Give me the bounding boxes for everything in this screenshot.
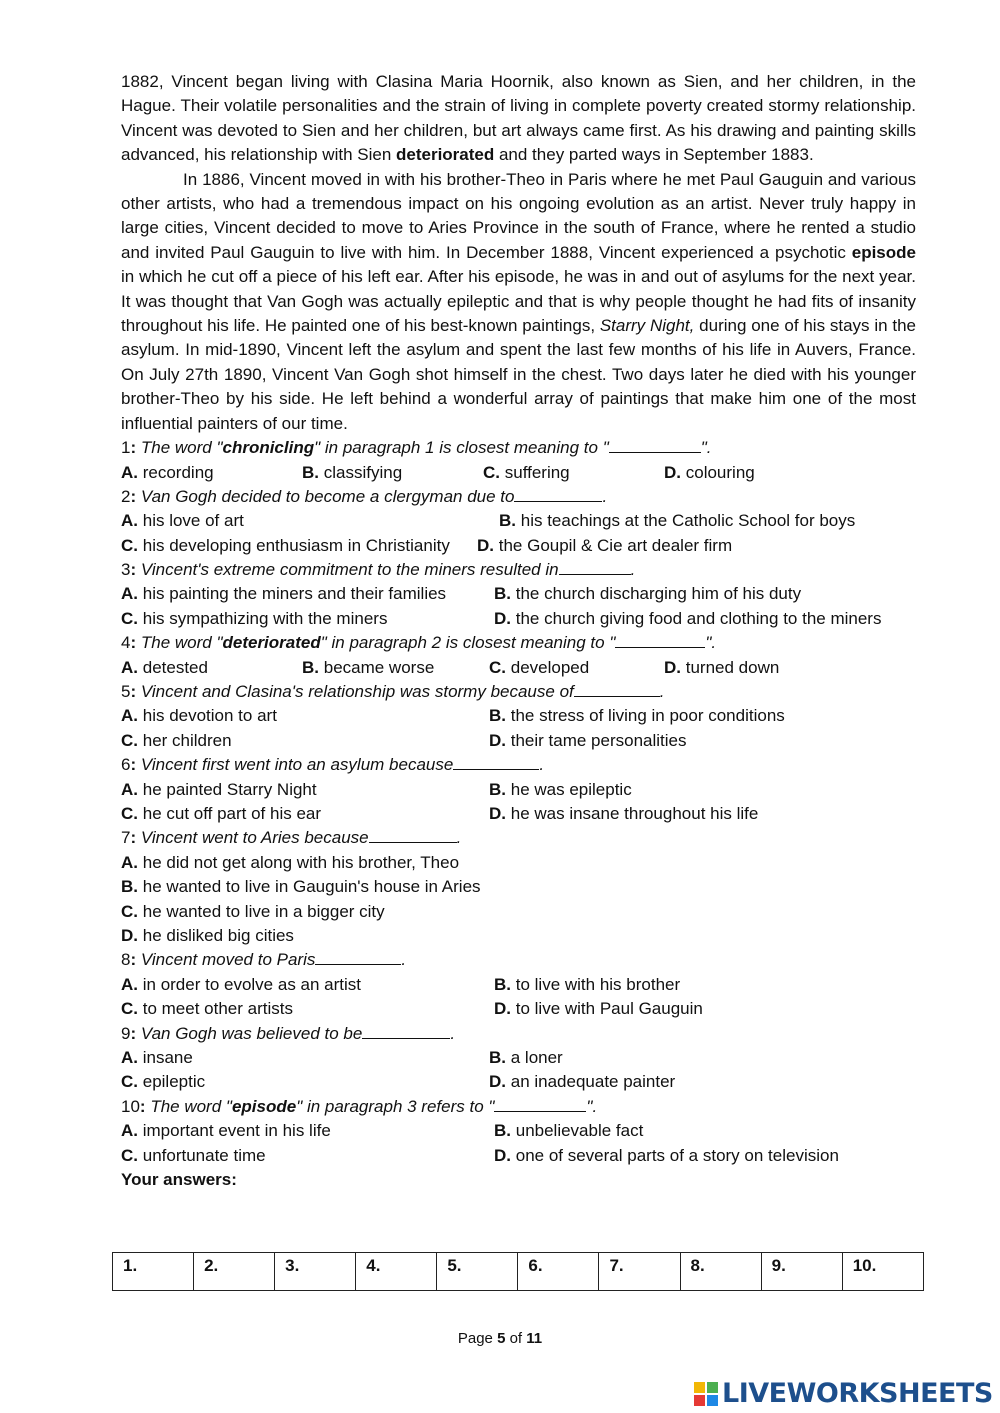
question-number: 8 xyxy=(121,950,131,970)
option-text: to live with his brother xyxy=(515,974,681,994)
answer-cell-9[interactable]: 9. xyxy=(761,1253,842,1291)
option-d[interactable] xyxy=(664,656,779,680)
option-text: he wanted to live in Gauguin's house in Aries xyxy=(142,877,481,897)
paragraph-text: during one of his stays in the asylum. In mid-1890, Vincent left the asylum and spent the last few months of his life in Auvers, France. On July 27th 1890, Vincent Van Gogh shot himself in the chest. Two days later he died with his younger brother-Theo by his side. He left behind a wonderful array of paintings that make him one of the most influential painters of our time. xyxy=(121,316,916,433)
option-letter: A. xyxy=(121,462,138,482)
option-text: recording xyxy=(142,462,214,482)
option-c[interactable] xyxy=(121,997,293,1021)
question-text-pre: The word " xyxy=(140,633,223,653)
paragraph-2 xyxy=(121,70,916,168)
question-text-body: Van Gogh decided to become a clergyman due to xyxy=(140,486,515,506)
option-text: developed xyxy=(510,657,590,677)
paragraph-text: In 1886, Vincent moved in with his brother-Theo in Paris where he met Paul Gauguin and various other artists, who had a tremendous impact on his ongoing evolution as an artist. Never truly happy in large cities, Vincent decided to move to Aries Province in the south of France, where he rented a studio and invited Paul Gauguin to live with him. In December 1888, Vincent experienced a psychotic xyxy=(121,169,916,262)
option-letter: D. xyxy=(494,1145,511,1165)
answers-label: Your answers: xyxy=(121,1170,237,1190)
option-c[interactable] xyxy=(121,1144,266,1168)
options-row xyxy=(121,582,916,606)
option-b[interactable] xyxy=(489,704,785,728)
question-number: 9 xyxy=(121,1023,131,1043)
answer-cell-10[interactable]: 10. xyxy=(842,1253,923,1291)
options-row xyxy=(121,997,916,1021)
question-text-body: Vincent first went into an asylum because xyxy=(140,755,454,775)
liveworksheets-logo xyxy=(694,1380,994,1410)
option-text: his love of art xyxy=(142,511,244,531)
option-d[interactable] xyxy=(494,997,703,1021)
question-end: . xyxy=(456,828,462,848)
question-text xyxy=(141,487,607,506)
option-a[interactable] xyxy=(121,1046,193,1070)
option-letter: A. xyxy=(121,779,138,799)
question-keyword: deteriorated xyxy=(222,633,321,653)
question-text-body: Vincent moved to Paris xyxy=(140,950,316,970)
option-letter: D. xyxy=(121,926,138,946)
question-text xyxy=(150,1097,597,1116)
options-row xyxy=(121,534,916,558)
answer-blank[interactable] xyxy=(609,437,701,453)
question-end: . xyxy=(539,755,545,775)
option-a[interactable] xyxy=(121,656,208,680)
question-number: 10 xyxy=(121,1096,140,1116)
question-text-body: Vincent and Clasina's relationship was stormy because of xyxy=(140,682,574,702)
option-letter: B. xyxy=(494,1121,511,1141)
option-c[interactable] xyxy=(121,607,387,631)
question-number: 2 xyxy=(121,486,131,506)
option-b[interactable] xyxy=(494,1119,643,1143)
bold-word: episode xyxy=(851,242,916,262)
options-row xyxy=(121,729,916,753)
options-row xyxy=(121,900,916,924)
answer-blank[interactable] xyxy=(315,949,401,965)
option-a[interactable] xyxy=(121,973,361,997)
question-2 xyxy=(121,485,916,509)
question-7 xyxy=(121,826,916,850)
option-letter: C. xyxy=(121,804,138,824)
answer-blank[interactable] xyxy=(453,754,539,770)
option-text: he cut off part of his ear xyxy=(142,804,322,824)
option-text: his devotion to art xyxy=(142,706,277,726)
answer-table xyxy=(112,1252,924,1291)
option-d[interactable] xyxy=(494,607,881,631)
options-row xyxy=(121,973,916,997)
option-letter: A. xyxy=(121,1048,138,1068)
option-letter: B. xyxy=(499,511,516,531)
option-letter: B. xyxy=(489,1048,506,1068)
option-letter: A. xyxy=(121,706,138,726)
liveworksheets-icon xyxy=(694,1382,718,1406)
question-1 xyxy=(121,436,916,460)
paragraph-text: 1882, Vincent began living with Clasina Maria Hoornik, also known as Sien, and her children, in the Hague. Their volatile personalities and the strain of living in complete poverty created stormy relationship. Vincent was devoted to Sien and her children, but art always came first. As his drawing and painting skills advanced, his relationship with Sien xyxy=(121,72,916,165)
options-row xyxy=(121,704,916,728)
option-letter: A. xyxy=(121,657,138,677)
question-text-pre: The word " xyxy=(140,438,223,458)
option-letter: D. xyxy=(664,462,681,482)
question-keyword: episode xyxy=(231,1096,297,1116)
option-letter: C. xyxy=(489,657,506,677)
option-d[interactable] xyxy=(664,461,755,485)
option-text: he was epileptic xyxy=(510,779,632,799)
option-letter: A. xyxy=(121,852,138,872)
option-letter: D. xyxy=(489,804,506,824)
answer-blank[interactable] xyxy=(615,632,705,648)
option-text: suffering xyxy=(504,462,570,482)
options-row xyxy=(121,924,916,948)
options-row xyxy=(121,509,916,533)
question-6 xyxy=(121,753,916,777)
answer-cell-1[interactable]: 1. xyxy=(113,1253,194,1291)
option-text: colouring xyxy=(685,462,755,482)
question-text xyxy=(141,828,461,847)
option-text: he disliked big cities xyxy=(142,926,294,946)
option-text: to live with Paul Gauguin xyxy=(515,999,703,1019)
answer-cell-3[interactable]: 3. xyxy=(275,1253,356,1291)
option-letter: B. xyxy=(489,706,506,726)
option-b[interactable] xyxy=(302,461,402,485)
option-letter: A. xyxy=(121,584,138,604)
page-footer xyxy=(0,1330,1000,1347)
option-text: in order to evolve as an artist xyxy=(142,974,362,994)
option-b[interactable] xyxy=(499,509,855,533)
options-row xyxy=(121,461,916,485)
question-9 xyxy=(121,1022,916,1046)
option-text: turned down xyxy=(685,657,780,677)
option-letter: B. xyxy=(494,584,511,604)
question-list xyxy=(121,436,916,1168)
option-letter: C. xyxy=(121,901,138,921)
option-letter: D. xyxy=(477,535,494,555)
answer-cell-4[interactable]: 4. xyxy=(356,1253,437,1291)
option-letter: C. xyxy=(483,462,500,482)
question-end: ". xyxy=(705,633,717,653)
footer-of-word: of xyxy=(509,1330,523,1347)
question-text xyxy=(141,682,665,701)
option-a[interactable] xyxy=(121,1119,331,1143)
paragraph-3 xyxy=(121,168,916,436)
option-d[interactable] xyxy=(489,802,758,826)
option-b[interactable] xyxy=(121,877,481,896)
options-row xyxy=(121,1070,916,1094)
option-b[interactable] xyxy=(302,656,434,680)
options-row xyxy=(121,1144,916,1168)
option-text: a loner xyxy=(510,1048,563,1068)
question-4 xyxy=(121,631,916,655)
option-letter: D. xyxy=(489,1072,506,1092)
option-d[interactable] xyxy=(489,1070,675,1094)
question-text-body: Vincent's extreme commitment to the miners resulted in xyxy=(140,560,559,580)
option-c[interactable] xyxy=(121,534,450,558)
option-text: important event in his life xyxy=(142,1121,331,1141)
option-text: their tame personalities xyxy=(510,730,687,750)
bold-word: deteriorated xyxy=(396,145,495,165)
footer-page-word: Page xyxy=(457,1330,493,1347)
option-d[interactable] xyxy=(477,534,732,558)
paragraph-text: and they parted ways in September 1883. xyxy=(494,145,814,165)
answer-blank[interactable] xyxy=(369,827,457,843)
option-b[interactable] xyxy=(494,582,801,606)
option-text: he painted Starry Night xyxy=(142,779,317,799)
option-text: unbelievable fact xyxy=(515,1121,644,1141)
option-a[interactable] xyxy=(121,778,317,802)
italic-title: Starry Night, xyxy=(599,316,695,336)
option-text: the Goupil & Cie art dealer firm xyxy=(498,535,733,555)
question-number: 5 xyxy=(121,682,131,702)
option-letter: D. xyxy=(494,999,511,1019)
question-number: 6 xyxy=(121,755,131,775)
option-a[interactable] xyxy=(121,461,214,485)
answer-cell-5[interactable]: 5. xyxy=(437,1253,518,1291)
option-text: classifying xyxy=(323,462,403,482)
option-letter: D. xyxy=(494,608,511,628)
question-text xyxy=(141,755,544,774)
question-colon: : xyxy=(130,486,141,506)
option-letter: B. xyxy=(121,877,138,897)
question-8 xyxy=(121,948,916,972)
option-c[interactable] xyxy=(121,802,321,826)
question-3 xyxy=(121,558,916,582)
question-text-body: Vincent went to Aries because xyxy=(140,828,369,848)
option-a[interactable] xyxy=(121,853,459,872)
option-letter: C. xyxy=(121,535,138,555)
question-end: . xyxy=(450,1023,456,1043)
question-text xyxy=(141,950,406,969)
option-b[interactable] xyxy=(489,778,632,802)
options-row xyxy=(121,778,916,802)
option-text: insane xyxy=(142,1048,193,1068)
option-text: one of several parts of a story on television xyxy=(515,1145,839,1165)
question-keyword: chronicling xyxy=(222,438,315,458)
question-colon: : xyxy=(130,1023,141,1043)
option-letter: B. xyxy=(302,462,319,482)
question-text xyxy=(141,438,712,457)
option-text: unfortunate time xyxy=(142,1145,266,1165)
option-text: he was insane throughout his life xyxy=(510,804,759,824)
option-text: an inadequate painter xyxy=(510,1072,676,1092)
option-text: the church giving food and clothing to the miners xyxy=(515,608,882,628)
footer-page-number: 5 xyxy=(497,1330,506,1347)
answer-blank[interactable] xyxy=(514,486,602,502)
option-b[interactable] xyxy=(494,973,680,997)
answer-cell-2[interactable]: 2. xyxy=(194,1253,275,1291)
question-text-post: " in paragraph 1 is closest meaning to " xyxy=(314,438,609,458)
answer-cell-7[interactable]: 7. xyxy=(599,1253,680,1291)
option-d[interactable] xyxy=(121,926,294,945)
question-colon: : xyxy=(130,828,141,848)
question-colon: : xyxy=(130,633,141,653)
options-row xyxy=(121,1046,916,1070)
answer-cell-8[interactable]: 8. xyxy=(680,1253,761,1291)
footer-page-total: 11 xyxy=(526,1330,543,1347)
option-letter: A. xyxy=(121,511,138,531)
question-colon: : xyxy=(130,438,141,458)
paragraph-text: in which he cut off a piece of his left ear. After his episode, he was in and out of asylums for the next year. It was thought that Van Gogh was actually epileptic and that is why people thought he had fits of insanity throughout his life. He painted one of his best-known paintings, xyxy=(121,267,916,336)
option-text: detested xyxy=(142,657,208,677)
question-5 xyxy=(121,680,916,704)
question-text-pre: The word " xyxy=(150,1096,232,1116)
options-row xyxy=(121,607,916,631)
option-c[interactable] xyxy=(489,656,589,680)
question-text-post: " in paragraph 2 is closest meaning to " xyxy=(320,633,616,653)
answer-row xyxy=(113,1253,924,1291)
question-text xyxy=(141,560,635,579)
option-letter: C. xyxy=(121,1145,138,1165)
answer-blank[interactable] xyxy=(559,559,631,575)
option-letter: D. xyxy=(664,657,681,677)
option-letter: C. xyxy=(121,1072,138,1092)
option-text: the church discharging him of his duty xyxy=(515,584,802,604)
question-text xyxy=(141,1024,455,1043)
question-end: . xyxy=(602,486,608,506)
option-letter: A. xyxy=(121,1121,138,1141)
question-end: . xyxy=(630,560,636,580)
option-text: her children xyxy=(142,730,232,750)
question-colon: : xyxy=(130,950,141,970)
option-text: his sympathizing with the miners xyxy=(142,608,388,628)
option-letter: C. xyxy=(121,999,138,1019)
question-end: . xyxy=(659,682,665,702)
answer-cell-6[interactable]: 6. xyxy=(518,1253,599,1291)
question-10 xyxy=(121,1095,916,1119)
option-text: to meet other artists xyxy=(142,999,293,1019)
options-row xyxy=(121,1119,916,1143)
option-d[interactable] xyxy=(494,1144,839,1168)
options-row xyxy=(121,851,916,875)
option-text: became worse xyxy=(323,657,435,677)
option-c[interactable] xyxy=(121,1070,205,1094)
option-a[interactable] xyxy=(121,582,446,606)
option-letter: C. xyxy=(121,730,138,750)
answer-blank[interactable] xyxy=(362,1023,450,1039)
option-c[interactable] xyxy=(483,461,570,485)
option-text: his painting the miners and their families xyxy=(142,584,447,604)
option-c[interactable] xyxy=(121,729,232,753)
answer-blank[interactable] xyxy=(494,1096,586,1112)
question-number: 4 xyxy=(121,633,131,653)
question-end: ". xyxy=(586,1096,598,1116)
question-text xyxy=(141,633,716,652)
options-row xyxy=(121,802,916,826)
question-text-post: " in paragraph 3 refers to " xyxy=(296,1096,495,1116)
question-number: 1 xyxy=(121,438,131,458)
option-text: he did not get along with his brother, Theo xyxy=(142,852,460,872)
answer-blank[interactable] xyxy=(574,681,660,697)
options-row xyxy=(121,875,916,899)
option-letter: D. xyxy=(489,730,506,750)
option-letter: C. xyxy=(121,608,138,628)
option-text: his teachings at the Catholic School for boys xyxy=(520,511,856,531)
options-row xyxy=(121,656,916,680)
question-colon: : xyxy=(139,1096,151,1116)
question-end: ". xyxy=(700,438,712,458)
question-colon: : xyxy=(130,560,141,580)
option-text: his developing enthusiasm in Christianity xyxy=(142,535,450,555)
option-a[interactable] xyxy=(121,509,244,533)
option-text: epileptic xyxy=(142,1072,206,1092)
option-a[interactable] xyxy=(121,704,277,728)
option-text: he wanted to live in a bigger city xyxy=(142,901,385,921)
option-letter: B. xyxy=(302,657,319,677)
option-d[interactable] xyxy=(489,729,687,753)
question-text-body: Van Gogh was believed to be xyxy=(140,1023,363,1043)
question-colon: : xyxy=(130,755,141,775)
option-letter: B. xyxy=(494,974,511,994)
option-text: the stress of living in poor conditions xyxy=(510,706,785,726)
option-letter: B. xyxy=(489,779,506,799)
question-end: . xyxy=(401,950,407,970)
question-number: 7 xyxy=(121,828,131,848)
question-colon: : xyxy=(130,682,141,702)
document-body xyxy=(121,70,916,1192)
option-c[interactable] xyxy=(121,902,385,921)
brand-name: LIVEWORKSHEETS xyxy=(722,1378,993,1409)
question-number: 3 xyxy=(121,560,131,580)
option-b[interactable] xyxy=(489,1046,563,1070)
option-letter: A. xyxy=(121,974,138,994)
